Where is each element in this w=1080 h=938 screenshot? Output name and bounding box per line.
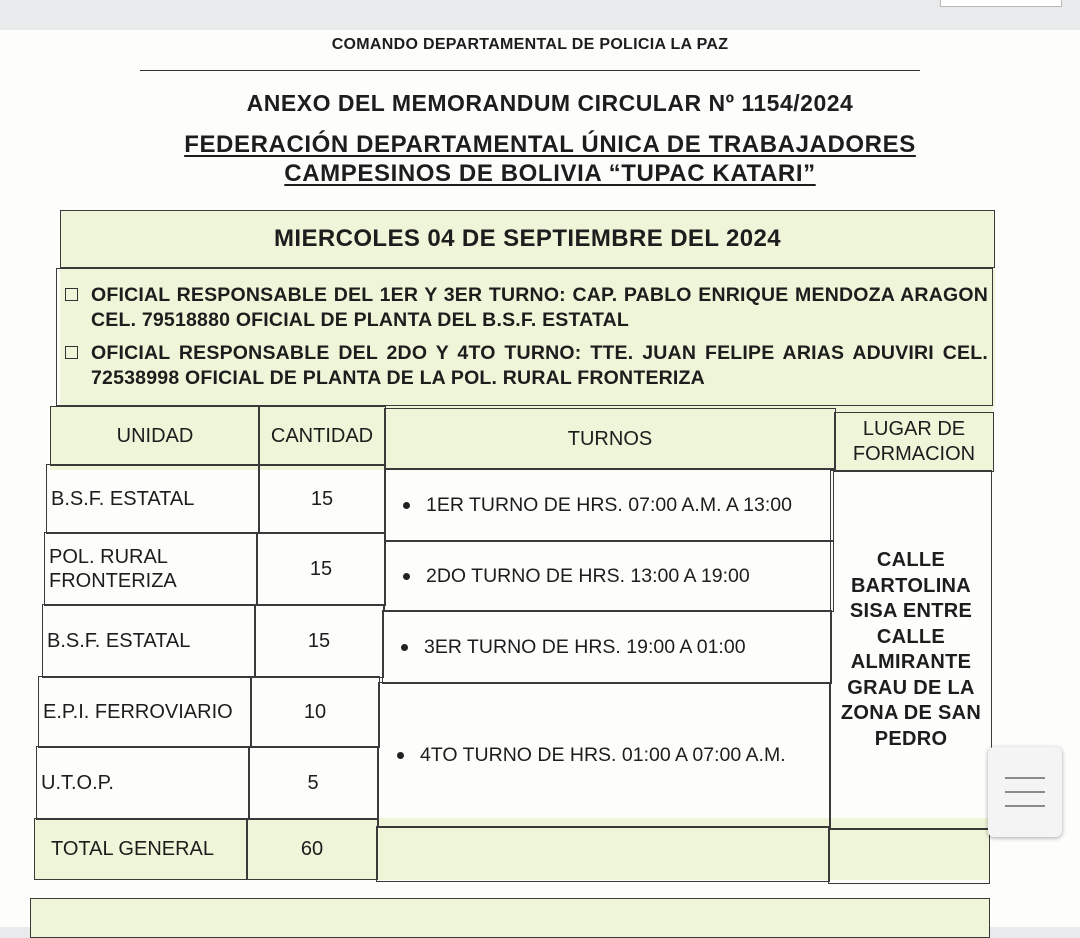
place-line-6: GRAU DE LA	[847, 676, 975, 699]
menu-line-1	[1005, 777, 1045, 779]
menu-line-2	[1005, 791, 1045, 793]
place-line-3: SISA ENTRE	[849, 600, 973, 622]
col-header-place	[834, 412, 994, 472]
officer-1-text: OFICIAL RESPONSABLE DEL 1ER Y 3ER TURNO: CAP. PABLO ENRIQUE MENDOZA ARAGON CEL. 79518880 OFICIAL DE PLANTA DEL B.S.F. ESTATAL	[91, 284, 988, 331]
table-row-3-unit: B.S.F. ESTATAL	[42, 604, 256, 678]
table-row-2-qty: 15	[256, 532, 386, 606]
table-row-1-turn-text: 1ER TURNO DE HRS. 07:00 A.M. A 13:00	[426, 493, 792, 516]
table-row-2-turn-text: 2DO TURNO DE HRS. 13:00 A 19:00	[426, 564, 750, 587]
total-place-empty	[828, 828, 990, 884]
table-row-2-turn	[384, 540, 834, 612]
checkbox-bullet-icon	[65, 346, 78, 359]
heading-rule	[140, 70, 920, 71]
federation-title-line2: CAMPESINOS DE BOLIVIA “TUPAC KATARI”	[284, 160, 816, 187]
bullet-icon	[401, 644, 408, 651]
annex-title: ANEXO DEL MEMORANDUM CIRCULAR Nº 1154/2024	[246, 90, 854, 116]
place-cell	[830, 470, 992, 830]
table-row-2-unit	[44, 532, 258, 606]
place-line-5: ALMIRANTE	[850, 651, 972, 673]
federation-title	[140, 130, 960, 188]
place-line-1: CALLE	[876, 549, 946, 571]
top-edge-box	[940, 0, 1062, 7]
table-row-3-qty: 15	[254, 604, 384, 678]
place-line-2: BARTOLINA	[850, 574, 972, 597]
table-row-2-unit-line2: FRONTERIZA	[49, 570, 177, 592]
table-row-1-qty: 15	[258, 464, 386, 534]
next-day-band	[30, 898, 990, 938]
table-row-1-unit: B.S.F. ESTATAL	[46, 464, 260, 534]
col-header-qty: CANTIDAD	[258, 406, 386, 466]
officer-2-text: OFICIAL RESPONSABLE DEL 2DO Y 4TO TURNO: TTE. JUAN FELIPE ARIAS ADUVIRI CEL. 72538998 OFICIAL DE PLANTA DE LA POL. RURAL FRONTERIZA	[91, 342, 988, 389]
bullet-icon	[397, 752, 404, 759]
bullet-icon	[403, 573, 410, 580]
total-value: 60	[246, 818, 378, 880]
menu-line-3	[1005, 805, 1045, 807]
table-row-2-unit-line1: POL. RURAL	[49, 546, 168, 568]
place-line-8: PEDRO	[874, 727, 948, 750]
table-row-5-qty: 5	[248, 746, 378, 820]
table-row-1-turn	[384, 468, 834, 542]
place-line-7: ZONA DE SAN	[840, 702, 982, 724]
col-header-place-line2: FORMACION	[852, 443, 976, 465]
officer-1	[91, 283, 988, 333]
table-turn-4-text: 4TO TURNO DE HRS. 01:00 A 07:00 A.M.	[420, 743, 786, 766]
command-heading: COMANDO DEPARTAMENTAL DE POLICIA LA PAZ	[331, 36, 729, 53]
federation-title-line1: FEDERACIÓN DEPARTAMENTAL ÚNICA DE TRABAJADORES	[184, 131, 916, 158]
table-turn-4	[378, 682, 830, 828]
col-header-unit: UNIDAD	[50, 406, 260, 466]
officer-2	[91, 341, 988, 391]
table-row-4-unit: E.P.I. FERROVIARIO	[38, 676, 252, 748]
table-row-3-turn	[382, 610, 832, 684]
col-header-turns: TURNOS	[384, 408, 836, 470]
table-row-4-qty: 10	[250, 676, 380, 748]
table-row-3-turn-text: 3ER TURNO DE HRS. 19:00 A 01:00	[424, 635, 746, 658]
bullet-icon	[403, 502, 410, 509]
checkbox-bullet-icon	[65, 288, 78, 301]
col-header-place-line1: LUGAR DE	[862, 418, 966, 440]
officers-cell	[56, 268, 993, 406]
hamburger-menu-icon[interactable]	[988, 747, 1062, 837]
total-label: TOTAL GENERAL	[34, 818, 248, 880]
total-turn-empty	[376, 826, 830, 882]
table-row-5-unit: U.T.O.P.	[36, 746, 250, 820]
date-cell: MIERCOLES 04 DE SEPTIEMBRE DEL 2024	[60, 210, 995, 268]
place-line-4: CALLE	[876, 625, 946, 648]
